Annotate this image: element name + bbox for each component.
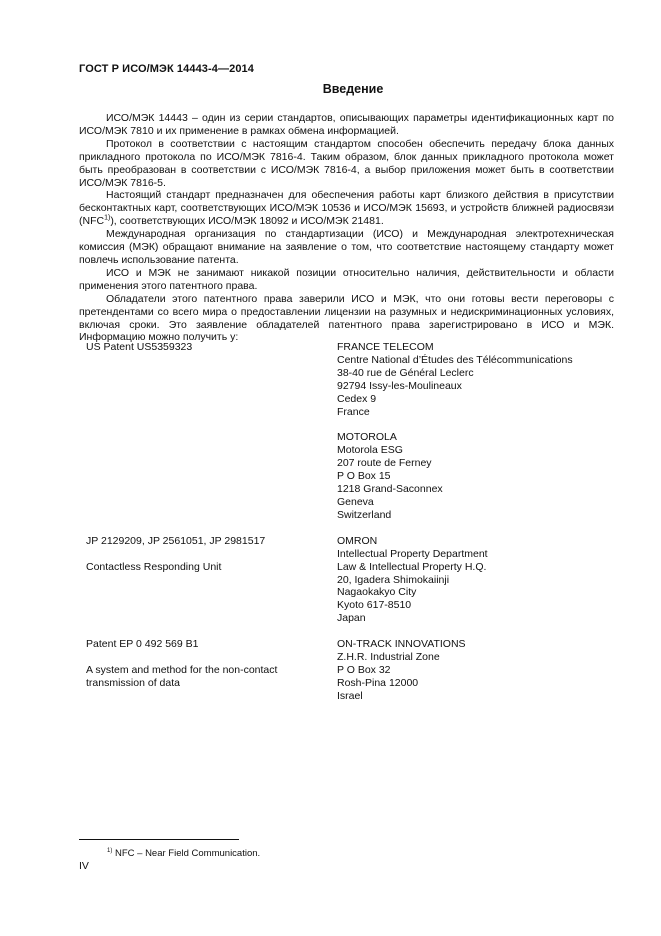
holder-address-line: Centre National d’Études des Télécommunications xyxy=(337,353,573,366)
document-header: ГОСТ Р ИСО/МЭК 14443-4—2014 xyxy=(79,63,254,75)
patent-entry xyxy=(79,535,619,625)
patent-description: A system and method for the non-contact transmission of data xyxy=(86,664,278,689)
paragraph-6: Обладатели этого патентного права заверили ИСО и МЭК, что они готовы вести переговоры с претендентами со всего мира о предоставлении лицензии на разумных и недискриминационных условиях, включая сроки. Это заявление обладателей патентного права зарегистрировано в ИСО и МЭК. Информацию можно получить у: xyxy=(79,292,614,344)
patent-number: US Patent US5359323 xyxy=(86,341,193,353)
paragraph-3 xyxy=(79,189,614,228)
patent-holder-address xyxy=(337,638,619,703)
footnote-marker: 1) xyxy=(107,847,113,854)
holder-name: OMRON xyxy=(337,534,378,547)
paragraph-1: ИСО/МЭК 14443 – один из серии стандартов, описывающих параметры идентификационных карт по ИСО/МЭК 7810 и их применение в рамках обмена информацией. xyxy=(79,112,614,137)
holder-address-line: 38-40 rue de Général Leclerc xyxy=(337,366,474,379)
paragraph-4: Международная организация по стандартизации (ИСО) и Международная электротехническая комиссия (МЭК) обращают внимание на заявление о том, что соответствие настоящему стандарту может повлечь использование патента. xyxy=(79,228,614,266)
introduction-body xyxy=(79,112,614,344)
holder-address-line: France xyxy=(337,405,370,418)
holder-address-line: Motorola ESG xyxy=(337,444,403,457)
holder-address-line: 20, Igadera Shimokaiinji xyxy=(337,573,450,586)
footnote-reference[interactable]: 1) xyxy=(104,214,111,222)
section-title: Введение xyxy=(322,82,384,96)
patent-number: JP 2129209, JP 2561051, JP 2981517 xyxy=(86,534,266,547)
holder-name: FRANCE TELECOM xyxy=(337,341,434,353)
footnote-divider xyxy=(79,839,239,840)
holder-address-line: Rosh-Pina 12000 xyxy=(337,676,419,689)
holder-address-line: Nagaokakyo City xyxy=(337,586,417,599)
holder-address-line: 207 route de Ferney xyxy=(337,457,432,470)
holder-name: MOTOROLA xyxy=(337,431,397,444)
patent-info xyxy=(79,535,337,625)
patent-description: Contactless Responding Unit xyxy=(86,560,222,573)
patent-entry xyxy=(79,638,619,703)
footnote-text: NFC – Near Field Communication. xyxy=(114,848,261,859)
holder-address-line: Switzerland xyxy=(337,508,392,521)
holder-address-line: P O Box 32 xyxy=(337,663,391,676)
holder-address-line: Z.H.R. Industrial Zone xyxy=(337,651,440,664)
patent-entry xyxy=(79,431,619,521)
patent-holder-address xyxy=(337,431,619,521)
holder-address-line: 1218 Grand-Saconnex xyxy=(337,483,443,496)
patent-holders-list xyxy=(79,341,619,703)
holder-address-line: Geneva xyxy=(337,495,374,508)
footnote xyxy=(107,848,260,859)
page-number: IV xyxy=(79,860,89,872)
patent-holder-address xyxy=(337,341,619,418)
holder-address-line: Israel xyxy=(337,689,363,702)
paragraph-3-text-a: Настоящий стандарт предназначен для обеспечения работы карт близкого действия в присутствии бесконтактных карт, соответствующих ИСО/МЭК 10536 и ИСО/МЭК 15693, и устройств ближней радиосвязи (NFC xyxy=(79,189,614,228)
holder-name: ON-TRACK INNOVATIONS xyxy=(337,638,466,651)
holder-address-line: Intellectual Property Department xyxy=(337,547,488,560)
holder-address-line: P O Box 15 xyxy=(337,470,391,483)
holder-address-line: Kyoto 617-8510 xyxy=(337,599,412,612)
paragraph-5: ИСО и МЭК не занимают никакой позиции относительно наличия, действительности и области применения этого патентного права. xyxy=(79,266,614,292)
holder-address-line: Cedex 9 xyxy=(337,392,377,405)
patent-info xyxy=(79,341,337,418)
patent-holder-address xyxy=(337,535,619,625)
patent-entry xyxy=(79,341,619,418)
paragraph-3-text-b: ), соответствующих ИСО/МЭК 18092 и ИСО/МЭК 21481. xyxy=(110,215,384,228)
patent-number: Patent EP 0 492 569 B1 xyxy=(86,638,199,651)
holder-address-line: Japan xyxy=(337,612,366,625)
patent-info xyxy=(79,431,337,521)
holder-address-line: Law & Intellectual Property H.Q. xyxy=(337,560,487,573)
holder-address-line: 92794 Issy-les-Moulineaux xyxy=(337,379,462,392)
patent-info xyxy=(79,638,337,703)
paragraph-2: Протокол в соответствии с настоящим стандартом способен обеспечить передачу блока данных прикладного протокола по ИСО/МЭК 7816-4. Таким образом, блок данных прикладного протокола может быть преобразован в соответствии с ИСО/МЭК 7816-4, а выбор приложения может быть в соответствии ИСО/МЭК 7816-5. xyxy=(79,137,614,189)
